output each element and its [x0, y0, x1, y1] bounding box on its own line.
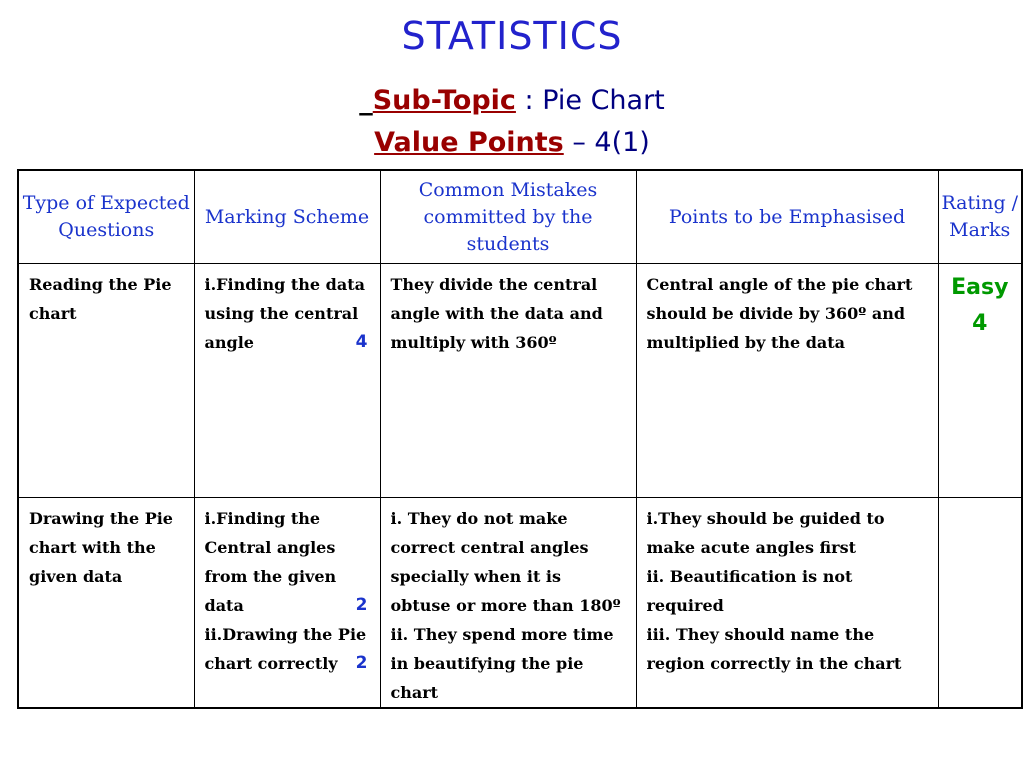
- table-row: [18, 264, 1022, 498]
- subtopic-marker: _: [359, 85, 373, 116]
- marking-item: [195, 498, 380, 620]
- table-row: [18, 498, 1022, 709]
- rating-marks: 4: [972, 311, 988, 336]
- header-question-type: Type of Expected Questions: [18, 170, 194, 264]
- subtopic-line: [0, 85, 1024, 116]
- statistics-table: [17, 169, 1023, 709]
- question-type-cell: [18, 498, 194, 709]
- emphasis-text: Central angle of the pie chart should be divide by 360º and multiplied by the data: [646, 275, 913, 352]
- value-points-line: [0, 127, 1024, 158]
- rating-value: [939, 498, 1022, 504]
- marking-item: [195, 620, 380, 678]
- page-title: STATISTICS: [401, 14, 623, 58]
- marking-text: i.Finding the Central angles from the given data: [204, 509, 337, 615]
- mistakes-text: They divide the central angle with the data and multiply with 360º: [390, 275, 603, 352]
- question-type-cell: [18, 264, 194, 498]
- rating-cell: [938, 498, 1022, 709]
- subtopic-label: Sub-Topic: [372, 85, 516, 116]
- header-row: [18, 170, 1022, 264]
- marking-mark: 2: [355, 653, 368, 673]
- marking-text: ii.Drawing the Pie chart correctly: [204, 625, 367, 673]
- marking-mark: 2: [355, 595, 368, 615]
- emphasis-cell: [636, 264, 938, 498]
- value-points-label: Value Points: [374, 127, 564, 158]
- rating-label: Easy: [951, 275, 1009, 300]
- rating-cell: [938, 264, 1022, 498]
- question-type-text: Drawing the Pie chart with the given data: [29, 509, 173, 586]
- question-type-text: Reading the Pie chart: [29, 275, 172, 323]
- rating-value: [939, 264, 1022, 342]
- header-common-mistakes: Common Mistakes committed by the students: [380, 170, 636, 264]
- header-rating: Rating / Marks: [938, 170, 1022, 264]
- value-points-value: 4(1): [594, 127, 650, 158]
- emphasis-cell: [636, 498, 938, 709]
- value-points-separator: –: [563, 127, 595, 158]
- header-marking-scheme: Marking Scheme: [194, 170, 380, 264]
- marking-item: [195, 264, 380, 357]
- header-points-emphasised: Points to be Emphasised: [636, 170, 938, 264]
- marking-scheme-cell: [194, 498, 380, 709]
- marking-scheme-cell: [194, 264, 380, 498]
- marking-mark: 4: [355, 332, 368, 352]
- mistakes-cell: [380, 264, 636, 498]
- subtopic-separator: :: [515, 85, 543, 116]
- emphasis-text: i.They should be guided to make acute angles first ii. Beautification is not required iii. They should name the region correctly in the chart: [646, 509, 902, 673]
- mistakes-text: i. They do not make correct central angles specially when it is obtuse or more than 180º ii. They spend more time in beautifying the pie chart: [390, 509, 621, 702]
- marking-text: i.Finding the data using the central angle: [204, 275, 365, 352]
- mistakes-cell: [380, 498, 636, 709]
- subtopic-value: Pie Chart: [542, 85, 665, 116]
